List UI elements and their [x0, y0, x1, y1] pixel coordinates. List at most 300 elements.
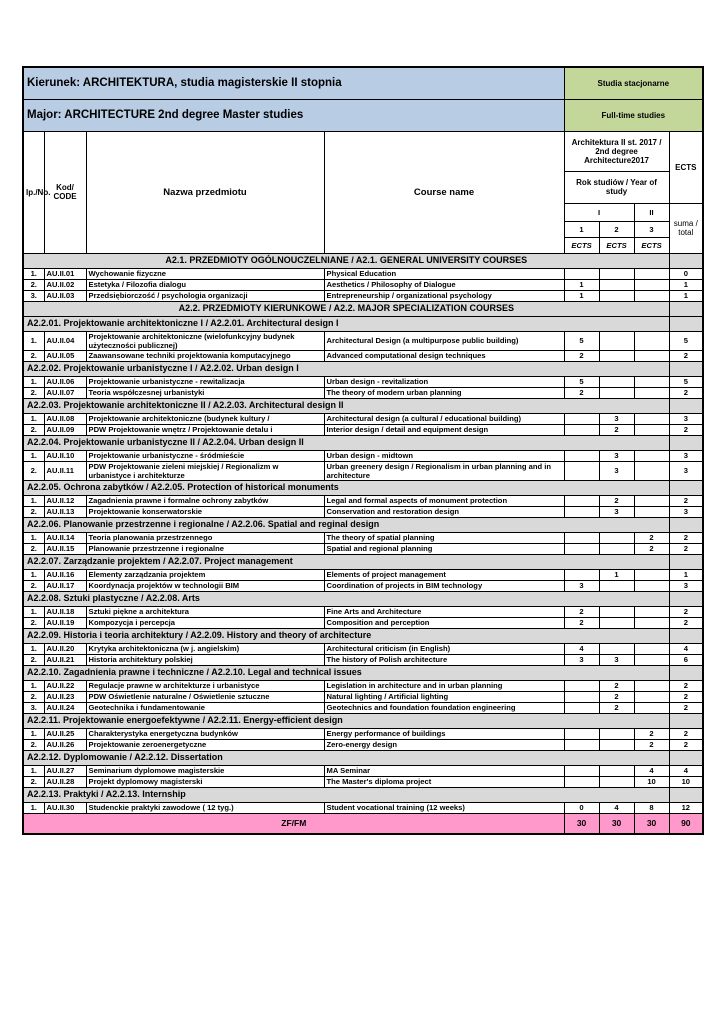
course-row: [23, 569, 703, 580]
totals-row: [23, 813, 703, 834]
subsection-heading: A2.2.12. Dyplomowanie / A2.2.12. Dissertation: [23, 750, 669, 765]
section-row: [23, 253, 703, 268]
subsection-row: [23, 480, 703, 495]
ects-total: 2: [669, 617, 703, 628]
sum-total-label: suma / total: [669, 203, 703, 253]
subsection-heading: A2.2.10. Zagadnienia prawne i techniczne / A2.2.10. Legal and technical issues: [23, 665, 669, 680]
course-row: [23, 643, 703, 654]
course-row: [23, 691, 703, 702]
subsection-heading: A2.2.04. Projektowanie urbanistyczne II / A2.2.04. Urban design II: [23, 435, 669, 450]
subsection-heading: A2.2.01. Projektowanie architektoniczne I / A2.2.01. Architectural design I: [23, 316, 669, 331]
ects-semester-1: 1: [564, 279, 599, 290]
totals-label: ZF/FM: [23, 813, 564, 834]
ects-semester-2: [599, 617, 634, 628]
ects-total: 2: [669, 702, 703, 713]
subsection-total-cell: [669, 480, 703, 495]
study-mode-pl: Studia stacjonarne: [564, 67, 703, 99]
subsection-heading: A2.2.09. Historia i teoria architektury / A2.2.09. History and theory of architecture: [23, 628, 669, 643]
course-name-pl: Projektowanie architektoniczne (budynek kultury /: [86, 413, 324, 424]
ects-total: 10: [669, 776, 703, 787]
ects-label: ECTS: [669, 131, 703, 203]
ects-total: 2: [669, 680, 703, 691]
course-code: AU.II.01: [44, 268, 86, 279]
course-number: 2.: [23, 617, 44, 628]
course-name-en: Urban greenery design / Regionalism in urban planning and in architecture: [324, 461, 564, 480]
ects-semester-2: [599, 776, 634, 787]
course-row: [23, 617, 703, 628]
course-name-pl: Zagadnienia prawne i formalne ochrony zabytków: [86, 495, 324, 506]
ects-semester-3: 8: [634, 802, 669, 813]
course-number: 1.: [23, 331, 44, 350]
ects-sem-3: ECTS: [634, 237, 669, 253]
title-pl: Kierunek: ARCHITEKTURA, studia magisterskie II stopnia: [23, 67, 564, 99]
course-name-en: Conservation and restoration design: [324, 506, 564, 517]
course-code: AU.II.09: [44, 424, 86, 435]
ects-total: 2: [669, 532, 703, 543]
course-name-pl: Charakterystyka energetyczna budynków: [86, 728, 324, 739]
col-name-en: Course name: [324, 131, 564, 253]
ects-total: 3: [669, 580, 703, 591]
ects-total: 3: [669, 450, 703, 461]
course-row: [23, 654, 703, 665]
course-code: AU.II.15: [44, 543, 86, 554]
section-total-cell: [669, 253, 703, 268]
course-row: [23, 543, 703, 554]
ects-semester-1: 5: [564, 331, 599, 350]
ects-total: 12: [669, 802, 703, 813]
ects-semester-2: [599, 350, 634, 361]
semester-3: 3: [634, 221, 669, 237]
course-number: 1.: [23, 802, 44, 813]
course-number: 1.: [23, 268, 44, 279]
course-row: [23, 680, 703, 691]
ects-total: 2: [669, 495, 703, 506]
ects-semester-2: 2: [599, 680, 634, 691]
subsection-total-cell: [669, 591, 703, 606]
ects-semester-2: 4: [599, 802, 634, 813]
subsection-total-cell: [669, 435, 703, 450]
course-number: 2.: [23, 506, 44, 517]
ects-semester-2: [599, 543, 634, 554]
ects-semester-3: [634, 450, 669, 461]
subsection-row: [23, 435, 703, 450]
ects-semester-3: [634, 350, 669, 361]
course-number: 1.: [23, 643, 44, 654]
course-row: [23, 495, 703, 506]
ects-semester-3: [634, 290, 669, 301]
course-number: 2.: [23, 654, 44, 665]
subsection-row: [23, 591, 703, 606]
ects-semester-2: [599, 376, 634, 387]
ects-semester-2: 2: [599, 424, 634, 435]
course-code: AU.II.10: [44, 450, 86, 461]
course-number: 2.: [23, 739, 44, 750]
ects-total: 6: [669, 654, 703, 665]
ects-semester-1: 2: [564, 387, 599, 398]
subsection-row: [23, 628, 703, 643]
subsection-total-cell: [669, 665, 703, 680]
course-name-pl: Teoria współczesnej urbanistyki: [86, 387, 324, 398]
course-name-pl: Studenckie praktyki zawodowe ( 12 tyg.): [86, 802, 324, 813]
ects-semester-2: [599, 580, 634, 591]
ects-semester-3: [634, 617, 669, 628]
course-code: AU.II.07: [44, 387, 86, 398]
course-row: [23, 606, 703, 617]
ects-semester-2: 2: [599, 495, 634, 506]
ects-semester-1: 4: [564, 643, 599, 654]
ects-semester-2: [599, 606, 634, 617]
course-number: 1.: [23, 376, 44, 387]
course-number: 2.: [23, 580, 44, 591]
course-name-pl: PDW Oświetlenie naturalne / Oświetlenie sztuczne: [86, 691, 324, 702]
course-name-en: Urban design - midtown: [324, 450, 564, 461]
subsection-heading: A2.2.06. Planowanie przestrzenne i regionalne / A2.2.06. Spatial and reginal design: [23, 517, 669, 532]
subsection-heading: A2.2.03. Projektowanie architektoniczne II / A2.2.03. Architectural design II: [23, 398, 669, 413]
ects-semester-1: [564, 268, 599, 279]
course-number: 1.: [23, 495, 44, 506]
course-code: AU.II.08: [44, 413, 86, 424]
ects-total: 5: [669, 331, 703, 350]
course-name-en: The Master's diploma project: [324, 776, 564, 787]
ects-semester-1: [564, 691, 599, 702]
course-name-pl: Projektowanie urbanistyczne - rewitalizacja: [86, 376, 324, 387]
subsection-row: [23, 554, 703, 569]
ects-semester-1: 2: [564, 606, 599, 617]
ects-semester-3: [634, 506, 669, 517]
col-name-pl: Nazwa przedmiotu: [86, 131, 324, 253]
course-row: [23, 802, 703, 813]
course-name-pl: Projektowanie architektoniczne (wielofunkcyjny budynek użyteczności publicznej): [86, 331, 324, 350]
course-name-pl: Projektowanie urbanistyczne - śródmieście: [86, 450, 324, 461]
ects-semester-1: [564, 495, 599, 506]
ects-semester-1: [564, 776, 599, 787]
ects-total: 2: [669, 387, 703, 398]
ects-semester-3: 2: [634, 543, 669, 554]
course-name-pl: Planowanie przestrzenne i regionalne: [86, 543, 324, 554]
ects-semester-3: [634, 461, 669, 480]
course-code: AU.II.27: [44, 765, 86, 776]
year-2-label: II: [634, 203, 669, 221]
course-name-en: Architectural design (a cultural / educational building): [324, 413, 564, 424]
subsection-total-cell: [669, 554, 703, 569]
semester-2: 2: [599, 221, 634, 237]
course-row: [23, 450, 703, 461]
course-name-en: The theory of modern urban planning: [324, 387, 564, 398]
year-1-label: I: [564, 203, 634, 221]
ects-total: 2: [669, 606, 703, 617]
course-row: [23, 739, 703, 750]
course-row: [23, 461, 703, 480]
course-number: 3.: [23, 290, 44, 301]
course-name-en: Geotechnics and foundation foundation engineering: [324, 702, 564, 713]
course-name-pl: Krytyka architektoniczna (w j. angielskim): [86, 643, 324, 654]
course-name-en: Spatial and regional planning: [324, 543, 564, 554]
col-lp: lp./No.: [23, 131, 44, 253]
course-code: AU.II.22: [44, 680, 86, 691]
course-name-pl: Regulacje prawne w architekturze i urbanistyce: [86, 680, 324, 691]
course-code: AU.II.17: [44, 580, 86, 591]
ects-semester-1: [564, 543, 599, 554]
course-row: [23, 702, 703, 713]
ects-semester-2: 1: [599, 569, 634, 580]
subsection-row: [23, 316, 703, 331]
ects-total: 2: [669, 543, 703, 554]
ects-total: 2: [669, 739, 703, 750]
subsection-row: [23, 750, 703, 765]
subsection-heading: A2.2.13. Praktyki / A2.2.13. Internship: [23, 787, 669, 802]
ects-semester-1: 3: [564, 580, 599, 591]
course-code: AU.II.13: [44, 506, 86, 517]
course-code: AU.II.14: [44, 532, 86, 543]
course-name-en: Urban design - revitalization: [324, 376, 564, 387]
ects-semester-1: 0: [564, 802, 599, 813]
course-name-pl: Wychowanie fizyczne: [86, 268, 324, 279]
year-of-study-label: Rok studiów / Year of study: [564, 171, 669, 203]
ects-total: 3: [669, 506, 703, 517]
course-name-pl: Elementy zarządzania projektem: [86, 569, 324, 580]
section-heading: A2.2. PRZEDMIOTY KIERUNKOWE / A2.2. MAJOR SPECIALIZATION COURSES: [23, 301, 669, 316]
course-name-pl: PDW Projektowanie wnętrz / Projektowanie detalu i: [86, 424, 324, 435]
course-name-en: Coordination of projects in BIM technology: [324, 580, 564, 591]
course-name-en: Legislation in architecture and in urban planning: [324, 680, 564, 691]
ects-semester-2: 3: [599, 461, 634, 480]
course-row: [23, 350, 703, 361]
ects-semester-2: 3: [599, 413, 634, 424]
ects-semester-1: [564, 424, 599, 435]
ects-semester-2: 2: [599, 691, 634, 702]
course-number: 2.: [23, 776, 44, 787]
subsection-heading: A2.2.08. Sztuki plastyczne / A2.2.08. Arts: [23, 591, 669, 606]
program-label: Architektura II st. 2017 / 2nd degree Architecture2017: [564, 131, 669, 171]
course-name-pl: Geotechnika i fundamentowanie: [86, 702, 324, 713]
ects-semester-1: [564, 450, 599, 461]
ects-semester-1: [564, 461, 599, 480]
subsection-row: [23, 787, 703, 802]
ects-semester-1: 3: [564, 654, 599, 665]
ects-semester-1: [564, 569, 599, 580]
ects-semester-1: [564, 506, 599, 517]
ects-semester-2: [599, 331, 634, 350]
course-row: [23, 331, 703, 350]
ects-semester-3: [634, 376, 669, 387]
ects-semester-1: 2: [564, 350, 599, 361]
course-name-en: Natural lighting / Artificial lighting: [324, 691, 564, 702]
course-row: [23, 532, 703, 543]
course-name-en: MA Seminar: [324, 765, 564, 776]
ects-semester-3: [634, 387, 669, 398]
course-row: [23, 765, 703, 776]
ects-semester-3: [634, 569, 669, 580]
course-row: [23, 387, 703, 398]
subsection-total-cell: [669, 787, 703, 802]
course-name-en: Student vocational training (12 weeks): [324, 802, 564, 813]
ects-total: 0: [669, 268, 703, 279]
subsection-heading: A2.2.05. Ochrona zabytków / A2.2.05. Protection of historical monuments: [23, 480, 669, 495]
ects-semester-1: [564, 728, 599, 739]
ects-semester-3: [634, 331, 669, 350]
ects-semester-2: [599, 532, 634, 543]
ects-semester-1: [564, 765, 599, 776]
ects-semester-1: 2: [564, 617, 599, 628]
ects-semester-2: [599, 268, 634, 279]
course-number: 1.: [23, 728, 44, 739]
course-number: 3.: [23, 702, 44, 713]
course-code: AU.II.25: [44, 728, 86, 739]
course-row: [23, 580, 703, 591]
course-name-en: Entrepreneurship / organizational psychology: [324, 290, 564, 301]
course-row: [23, 424, 703, 435]
ects-semester-2: 3: [599, 450, 634, 461]
col-code: Kod/ CODE: [44, 131, 86, 253]
course-code: AU.II.18: [44, 606, 86, 617]
ects-semester-3: [634, 495, 669, 506]
course-name-pl: Seminarium dyplomowe magisterskie: [86, 765, 324, 776]
course-name-en: Physical Education: [324, 268, 564, 279]
ects-semester-3: 2: [634, 728, 669, 739]
ects-semester-3: [634, 702, 669, 713]
ects-total: 2: [669, 350, 703, 361]
course-name-pl: Projektowanie konserwatorskie: [86, 506, 324, 517]
subsection-total-cell: [669, 361, 703, 376]
ects-semester-2: [599, 728, 634, 739]
subsection-row: [23, 665, 703, 680]
course-number: 1.: [23, 450, 44, 461]
course-name-pl: Historia architektury polskiej: [86, 654, 324, 665]
course-name-en: Energy performance of buildings: [324, 728, 564, 739]
subsection-heading: A2.2.07. Zarządzanie projektem / A2.2.07. Project management: [23, 554, 669, 569]
course-name-pl: PDW Projektowanie zieleni miejskiej / Regionalizm w urbanistyce i architekturze: [86, 461, 324, 480]
ects-semester-2: [599, 290, 634, 301]
ects-semester-1: [564, 413, 599, 424]
course-number: 1.: [23, 532, 44, 543]
ects-total: 2: [669, 424, 703, 435]
ects-semester-1: 5: [564, 376, 599, 387]
subsection-total-cell: [669, 750, 703, 765]
course-name-en: Composition and perception: [324, 617, 564, 628]
course-row: [23, 506, 703, 517]
subsection-total-cell: [669, 316, 703, 331]
course-name-en: Legal and formal aspects of monument protection: [324, 495, 564, 506]
course-name-pl: Teoria planowania przestrzennego: [86, 532, 324, 543]
course-code: AU.II.20: [44, 643, 86, 654]
course-name-en: The history of Polish architecture: [324, 654, 564, 665]
course-name-en: Architectural criticism (in English): [324, 643, 564, 654]
ects-total: 2: [669, 728, 703, 739]
ects-semester-3: [634, 654, 669, 665]
course-number: 2.: [23, 387, 44, 398]
course-number: 2.: [23, 279, 44, 290]
study-mode-en: Full-time studies: [564, 99, 703, 131]
total-semester-3: 30: [634, 813, 669, 834]
course-code: AU.II.06: [44, 376, 86, 387]
course-number: 1.: [23, 680, 44, 691]
subsection-row: [23, 398, 703, 413]
course-number: 2.: [23, 691, 44, 702]
course-row: [23, 728, 703, 739]
course-name-pl: Przedsiębiorczość / psychologia organizacji: [86, 290, 324, 301]
ects-semester-3: [634, 279, 669, 290]
ects-sem-1: ECTS: [564, 237, 599, 253]
course-code: AU.II.03: [44, 290, 86, 301]
course-number: 2.: [23, 350, 44, 361]
course-row: [23, 413, 703, 424]
course-row: [23, 279, 703, 290]
ects-total: 3: [669, 461, 703, 480]
ects-total: 1: [669, 290, 703, 301]
ects-semester-2: 2: [599, 702, 634, 713]
course-row: [23, 376, 703, 387]
course-name-en: Elements of project management: [324, 569, 564, 580]
ects-semester-3: [634, 643, 669, 654]
ects-semester-3: [634, 580, 669, 591]
section-heading: A2.1. PRZEDMIOTY OGÓLNOUCZELNIANE / A2.1. GENERAL UNIVERSITY COURSES: [23, 253, 669, 268]
course-code: AU.II.12: [44, 495, 86, 506]
course-row: [23, 268, 703, 279]
course-number: 1.: [23, 606, 44, 617]
ects-semester-3: [634, 268, 669, 279]
course-name-pl: Zaawansowane techniki projektowania komputacyjnego: [86, 350, 324, 361]
course-number: 1.: [23, 413, 44, 424]
course-code: AU.II.16: [44, 569, 86, 580]
grand-total: 90: [669, 813, 703, 834]
ects-total: 3: [669, 413, 703, 424]
ects-semester-2: 3: [599, 506, 634, 517]
course-name-en: Advanced computational design techniques: [324, 350, 564, 361]
course-name-pl: Kompozycja i percepcja: [86, 617, 324, 628]
subsection-total-cell: [669, 628, 703, 643]
subsection-total-cell: [669, 713, 703, 728]
ects-semester-3: 2: [634, 532, 669, 543]
subsection-heading: A2.2.11. Projektowanie energoefektywne / A2.2.11. Energy-efficient design: [23, 713, 669, 728]
course-row: [23, 776, 703, 787]
course-code: AU.II.30: [44, 802, 86, 813]
course-name-en: Fine Arts and Architecture: [324, 606, 564, 617]
course-name-pl: Estetyka / Filozofia dialogu: [86, 279, 324, 290]
course-name-en: Zero-energy design: [324, 739, 564, 750]
ects-total: 1: [669, 569, 703, 580]
ects-total: 4: [669, 643, 703, 654]
ects-semester-1: [564, 739, 599, 750]
ects-semester-1: [564, 702, 599, 713]
course-name-en: Architectural Design (a multipurpose public building): [324, 331, 564, 350]
course-code: AU.II.26: [44, 739, 86, 750]
ects-semester-1: 1: [564, 290, 599, 301]
ects-semester-2: [599, 279, 634, 290]
ects-semester-2: 3: [599, 654, 634, 665]
title-en: Major: ARCHITECTURE 2nd degree Master studies: [23, 99, 564, 131]
ects-semester-3: 2: [634, 739, 669, 750]
ects-semester-2: [599, 739, 634, 750]
subsection-heading: A2.2.02. Projektowanie urbanistyczne I / A2.2.02. Urban design I: [23, 361, 669, 376]
subsection-row: [23, 517, 703, 532]
course-name-pl: Koordynacja projektów w technologii BIM: [86, 580, 324, 591]
ects-semester-3: [634, 606, 669, 617]
course-row: [23, 290, 703, 301]
ects-semester-2: [599, 765, 634, 776]
course-code: AU.II.04: [44, 331, 86, 350]
total-semester-1: 30: [564, 813, 599, 834]
course-name-pl: Projekt dyplomowy magisterski: [86, 776, 324, 787]
course-name-en: The theory of spatial planning: [324, 532, 564, 543]
ects-semester-3: [634, 413, 669, 424]
curriculum-table: [22, 66, 704, 835]
course-number: 1.: [23, 569, 44, 580]
ects-semester-3: 10: [634, 776, 669, 787]
subsection-row: [23, 713, 703, 728]
ects-total: 1: [669, 279, 703, 290]
course-code: AU.II.24: [44, 702, 86, 713]
course-number: 1.: [23, 765, 44, 776]
